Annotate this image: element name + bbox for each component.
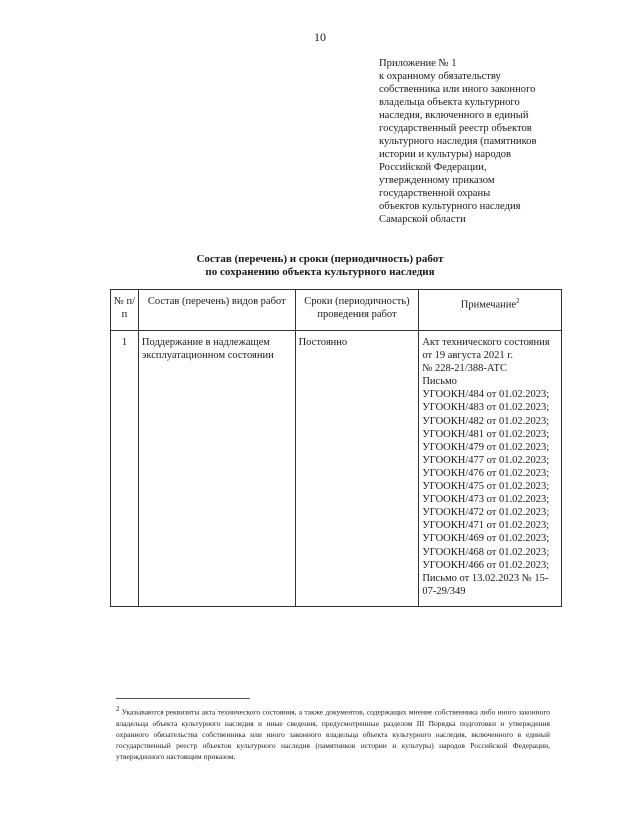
appendix-line: утвержденному приказом: [379, 175, 495, 186]
note-line: УГООКН/475 от 01.02.2023;: [422, 481, 550, 493]
document-title: [0, 253, 640, 279]
note-line: УГООКН/481 от 01.02.2023;: [422, 428, 550, 440]
note-line: УГООКН/472 от 01.02.2023;: [422, 507, 550, 519]
footnote-ref: 2: [516, 297, 520, 305]
cell-term: Постоянно: [295, 331, 419, 607]
note-line: Письмо: [422, 376, 457, 388]
title-line: Состав (перечень) и сроки (периодичность) работ: [196, 253, 444, 265]
footnote: [116, 704, 550, 762]
title-line: по сохранению объекта культурного наследия: [205, 266, 435, 278]
works-table: [110, 289, 562, 607]
appendix-block: [379, 57, 579, 226]
header-note-label: Примечание: [460, 299, 517, 311]
appendix-line: собственника или иного законного: [379, 84, 536, 95]
appendix-line: государственной охраны: [379, 188, 491, 199]
appendix-line: Российской Федерации,: [379, 162, 487, 173]
header-term: Сроки (периодичность) проведения работ: [295, 290, 419, 331]
note-line: УГООКН/468 от 01.02.2023;: [422, 546, 550, 558]
table-row: [111, 331, 562, 607]
appendix-line: государственный реестр объектов: [379, 123, 532, 134]
footnote-marker: 2: [116, 705, 120, 713]
appendix-line: владельца объекта культурного: [379, 97, 520, 108]
page-number: 10: [314, 30, 326, 44]
note-line: УГООКН/466 от 01.02.2023;: [422, 559, 550, 571]
note-line: УГООКН/471 от 01.02.2023;: [422, 520, 550, 532]
appendix-line: истории и культуры) народов: [379, 149, 512, 160]
note-line: УГООКН/477 от 01.02.2023;: [422, 454, 550, 466]
note-line: 07-29/349: [422, 585, 466, 597]
note-line: № 228-21/388-АТС: [422, 363, 507, 375]
header-work: Состав (перечень) видов работ: [138, 290, 295, 331]
cell-work: Поддержание в надлежащем эксплуатационном состоянии: [138, 331, 295, 607]
table-header-row: [111, 290, 562, 331]
note-line: от 19 августа 2021 г.: [422, 350, 514, 362]
header-note: [419, 290, 562, 331]
appendix-line: культурного наследия (памятников: [379, 136, 537, 147]
cell-note: [419, 331, 562, 607]
appendix-line: объектов культурного наследия: [379, 201, 521, 212]
appendix-line: Приложение № 1: [379, 58, 457, 69]
note-line: Акт технического состояния: [422, 337, 550, 348]
footnote-divider: [116, 698, 250, 699]
cell-num: 1: [111, 331, 139, 607]
header-num: № п/п: [111, 290, 139, 331]
note-line: УГООКН/479 от 01.02.2023;: [422, 441, 550, 453]
note-line: УГООКН/482 от 01.02.2023;: [422, 415, 550, 427]
note-line: УГООКН/476 от 01.02.2023;: [422, 467, 550, 479]
appendix-line: наследия, включенного в единый: [379, 110, 529, 121]
footnote-text: Указываются реквизиты акта технического состояния, а также документов, содержащих мнение собственника либо иного законного владельца объекта культурного наследия и иные сведения, предусмотренные разделом III Порядка подготовки и утверждения охранного обязательства собственника или иного законного владельца объекта культурного наследия, включенного в единый государственный реестр объектов культурного наследия (памятников истории и культуры) народов Российской Федерации, утвержденного настоящим приказом.: [116, 707, 550, 761]
appendix-line: Самарской области: [379, 214, 466, 225]
note-line: УГООКН/484 от 01.02.2023;: [422, 389, 550, 401]
note-line: Письмо от 13.02.2023 № 15-: [422, 572, 549, 584]
note-line: УГООКН/473 от 01.02.2023;: [422, 494, 550, 506]
note-line: УГООКН/469 от 01.02.2023;: [422, 533, 550, 545]
note-line: УГООКН/483 от 01.02.2023;: [422, 402, 550, 414]
appendix-line: к охранному обязательству: [379, 71, 501, 82]
